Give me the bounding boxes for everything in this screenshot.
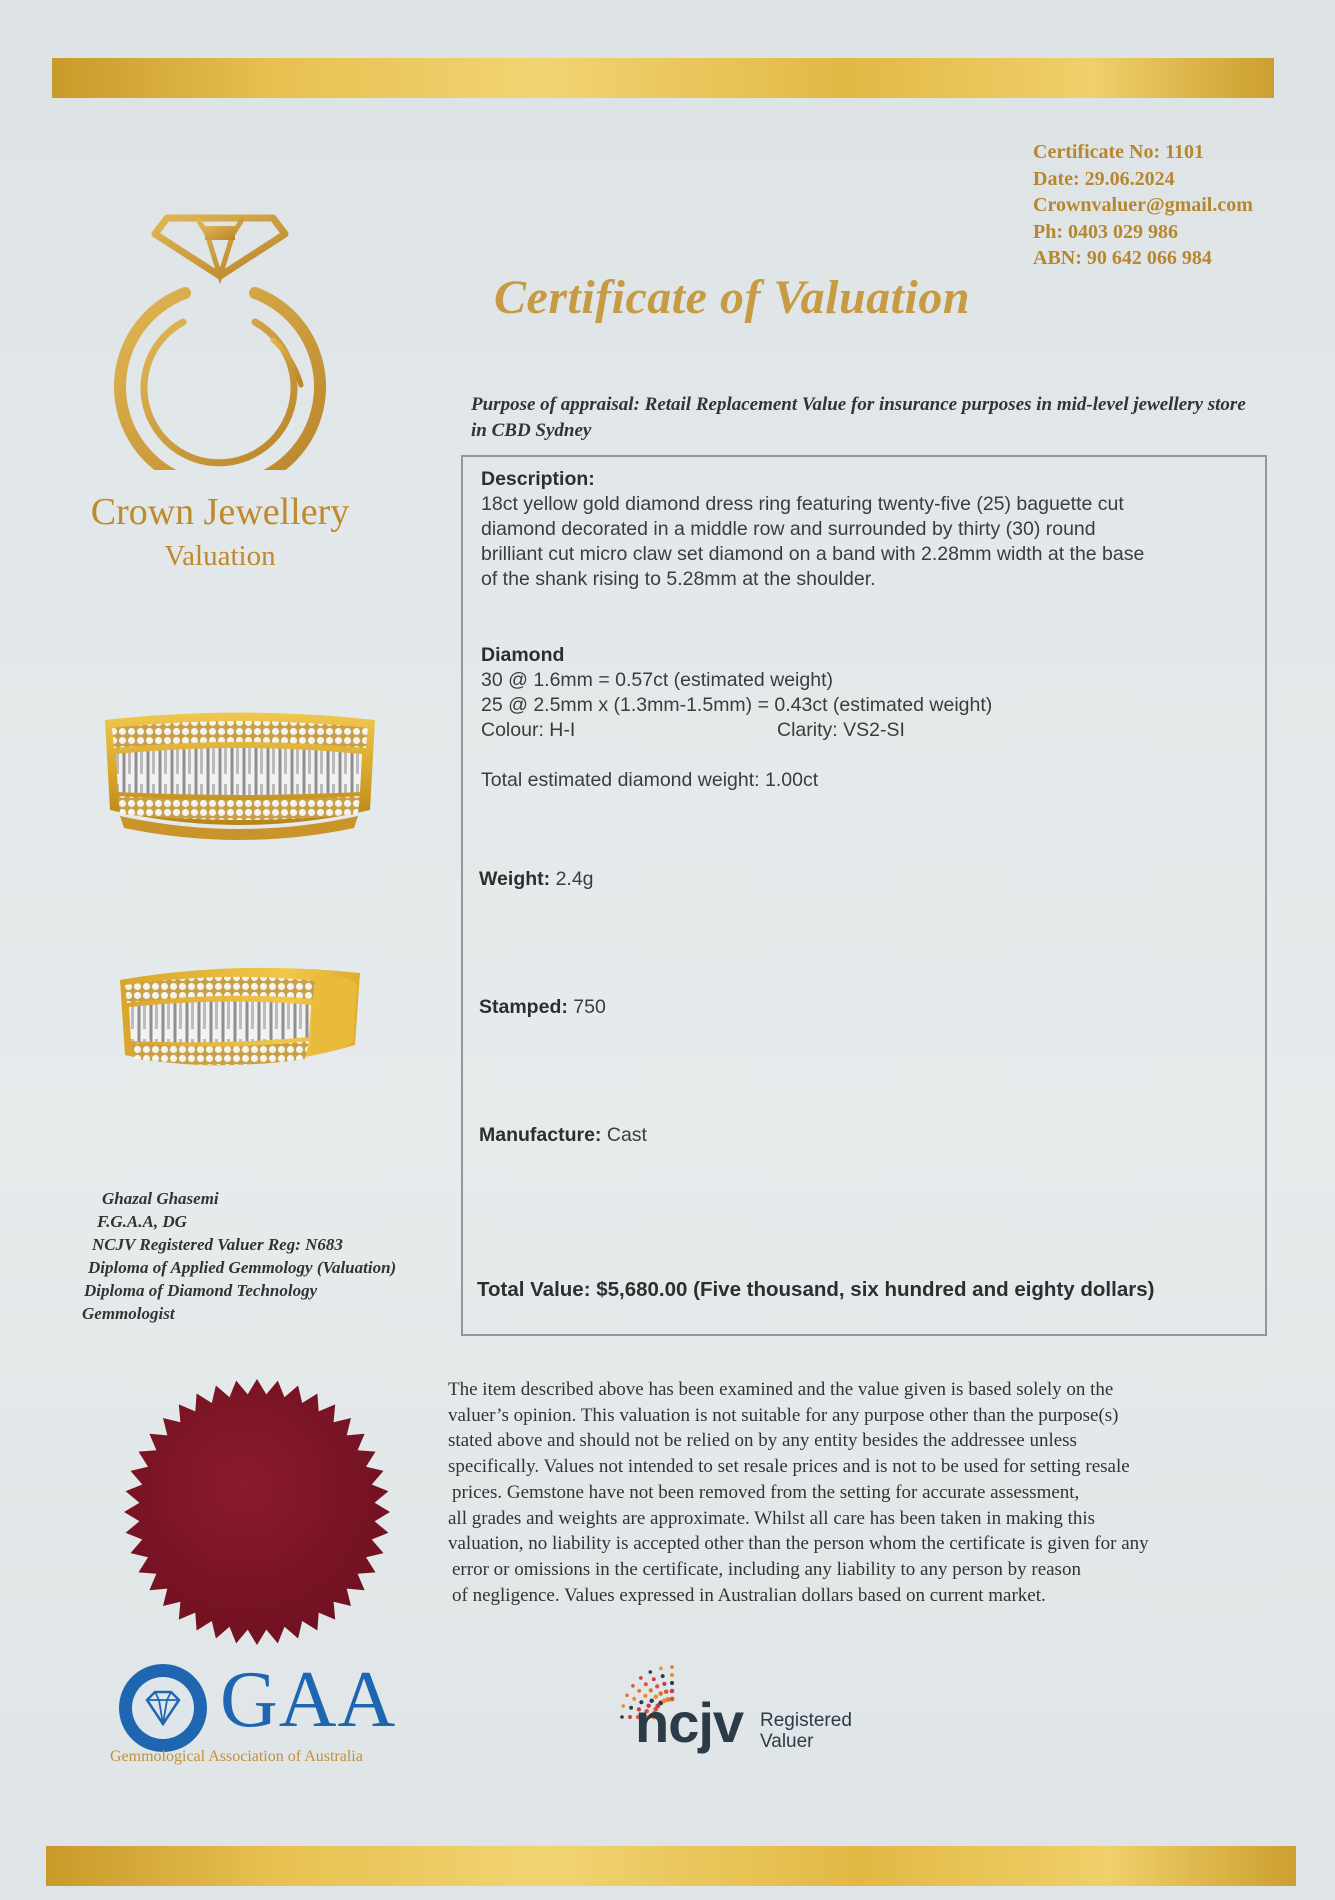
disclaimer-line: The item described above has been examined and the value given is based solely on the xyxy=(448,1379,1114,1400)
certificate-date: Date: 29.06.2024 xyxy=(1033,167,1175,190)
description-line: 18ct yellow gold diamond dress ring featuring twenty-five (25) baguette cut xyxy=(481,493,1124,515)
valuer-role: Gemmologist xyxy=(82,1304,175,1323)
valuer-diploma-valuation: Diploma of Applied Gemmology (Valuation) xyxy=(88,1258,397,1277)
ncjv-registered-valuer xyxy=(760,1710,852,1752)
disclaimer-text xyxy=(448,1377,1288,1608)
certificate-number: Certificate No: 1101 xyxy=(1033,141,1205,163)
ncjv-dot xyxy=(662,1682,666,1686)
disclaimer-line: of negligence. Values expressed in Australian dollars based on current market. xyxy=(452,1584,1046,1606)
disclaimer-line: prices. Gemstone have not been removed from the setting for accurate assessment, xyxy=(452,1481,1080,1503)
appraisal-purpose: Purpose of appraisal: Retail Replacement Value for insurance purposes in mid-level jewellery store in CBD Sydney xyxy=(471,394,1246,441)
stamped-row xyxy=(479,995,606,1020)
disclaimer-line: valuer’s opinion. This valuation is not suitable for any purpose other than the purpose(s) xyxy=(448,1404,1119,1426)
description-heading: Description: xyxy=(481,468,595,490)
wax-seal-icon xyxy=(122,1377,392,1647)
bottom-gold-bar xyxy=(46,1846,1296,1886)
gaa-full-name: Gemmological Association of Australia xyxy=(110,1748,363,1765)
disclaimer-line: specifically. Values not intended to set resale prices and is not to be used for setting resale xyxy=(448,1456,1130,1478)
manufacture-row xyxy=(479,1123,647,1148)
weight-label: Weight: xyxy=(479,868,551,890)
ncjv-dot xyxy=(652,1677,656,1681)
abn-number: ABN: 90 642 066 984 xyxy=(1033,247,1212,269)
certificate-info xyxy=(1033,139,1323,272)
valuer-diploma-diamond: Diploma of Diamond Technology xyxy=(84,1281,318,1300)
diamond-heading: Diamond xyxy=(481,644,565,666)
description-box xyxy=(461,455,1267,1336)
ncjv-valuer: Valuer xyxy=(760,1731,814,1752)
ncjv-dot xyxy=(655,1684,659,1688)
contact-phone: Ph: 0403 029 986 xyxy=(1033,220,1178,243)
diamond-colour: Colour: H-I xyxy=(481,719,576,741)
disclaimer-line: error or omissions in the certificate, including any liability to any person by reason xyxy=(452,1558,1081,1580)
brand-name: Crown Jewellery xyxy=(90,491,350,533)
ncjv-dot xyxy=(670,1681,674,1685)
ncjv-dot xyxy=(620,1715,624,1719)
manufacture-label: Manufacture: xyxy=(479,1124,602,1146)
disclaimer-line: all grades and weights are approximate. Whilst all care has been taken in making this xyxy=(448,1507,1096,1529)
weight-value: 2.4g xyxy=(555,868,594,890)
description-line: of the shank rising to 5.28mm at the shoulder. xyxy=(481,568,876,590)
gaa-seal-icon xyxy=(115,1660,211,1756)
disclaimer-line: stated above and should not be relied on by any entity besides the addressee unless xyxy=(448,1430,1077,1452)
weight-row xyxy=(479,867,594,892)
ncjv-dot xyxy=(659,1667,663,1671)
ncjv-dot xyxy=(670,1673,674,1677)
disclaimer-line: valuation, no liability is accepted other than the person whom the certificate is given for any xyxy=(448,1533,1149,1555)
crown-ring-logo-icon xyxy=(105,200,335,470)
description-line: brilliant cut micro claw set diamond on a band with 2.28mm width at the base xyxy=(481,543,1145,565)
gaa-acronym: GAA xyxy=(220,1656,397,1744)
ncjv-dot xyxy=(661,1674,665,1678)
diamond-clarity: Clarity: VS2-SI xyxy=(777,719,905,741)
ring-photo-front xyxy=(100,700,380,860)
ncjv-dot xyxy=(670,1665,674,1669)
top-gold-bar xyxy=(52,58,1274,98)
diamond-baguette-spec: 25 @ 2.5mm x (1.3mm-1.5mm) = 0.43ct (estimated weight) xyxy=(481,694,993,716)
stamped-value: 750 xyxy=(573,996,606,1018)
total-value: Total Value: $5,680.00 (Five thousand, six hundred and eighty dollars) xyxy=(477,1278,1155,1301)
manufacture-value: Cast xyxy=(606,1124,647,1146)
ncjv-dot xyxy=(644,1682,648,1686)
ncjv-dot xyxy=(628,1715,632,1719)
contact-email: Crownvaluer@gmail.com xyxy=(1033,194,1253,216)
ncjv-dot xyxy=(639,1676,643,1680)
ncjv-dot xyxy=(629,1706,633,1710)
brand-subtitle: Valuation xyxy=(164,540,276,572)
valuer-registration: NCJV Registered Valuer Reg: N683 xyxy=(92,1235,343,1254)
valuer-credentials: F.G.A.A, DG xyxy=(97,1212,187,1231)
description-line: diamond decorated in a middle row and surrounded by thirty (30) round xyxy=(481,518,1096,540)
ncjv-dot xyxy=(625,1694,629,1698)
ncjv-dot xyxy=(649,1670,653,1674)
page-title: Certificate of Valuation xyxy=(494,271,971,324)
valuer-name: Ghazal Ghasemi xyxy=(102,1189,219,1208)
ring-photo-angle xyxy=(115,955,365,1085)
stamped-label: Stamped: xyxy=(479,996,568,1018)
ncjv-registered: Registered xyxy=(760,1710,852,1731)
ncjv-dot xyxy=(631,1684,635,1688)
ncjv-name: ncjv xyxy=(635,1691,744,1754)
valuer-details xyxy=(80,1187,460,1325)
diamond-total-weight: Total estimated diamond weight: 1.00ct xyxy=(481,769,819,791)
ncjv-dot xyxy=(622,1704,626,1708)
diamond-round-spec: 30 @ 1.6mm = 0.57ct (estimated weight) xyxy=(481,669,833,691)
